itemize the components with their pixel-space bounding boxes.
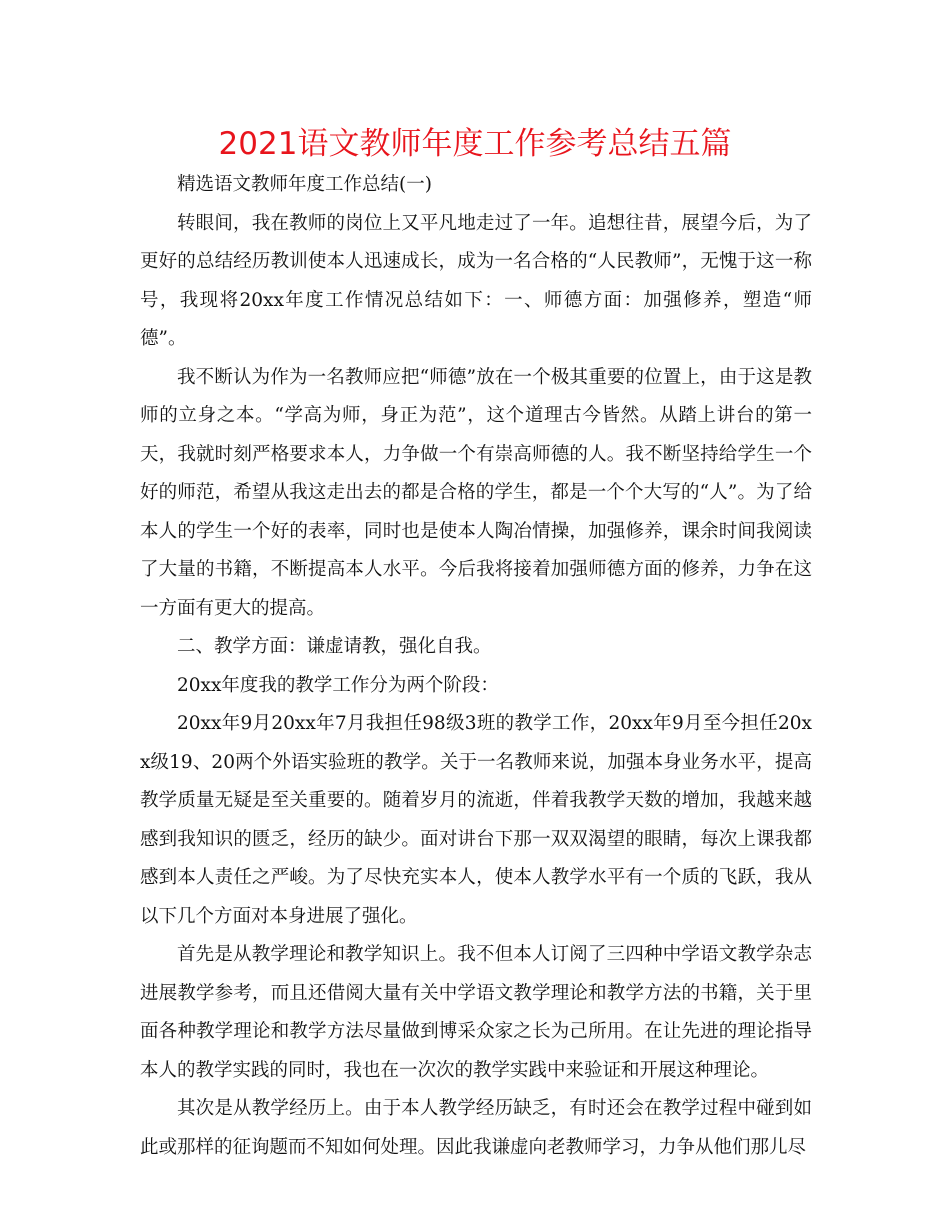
paragraph-classes: 20xx年9月20xx年7月我担任98级3班的教学工作，20xx年9月至今担任20xx级19、20两个外语实验班的教学。关于一名教师来说，加强本身业务水平，提高教学质量无疑是至关重要的。随着岁月的流逝，伴着我教学天数的增加，我越来越感到我知识的匮乏，经历的缺少。面对讲台下那一双双渴望的眼睛，每次上课我都感到本人责任之严峻。为了尽快充实本人，使本人教学水平有一个质的飞跃，我从以下几个方面对本身进展了强化。 [140, 713, 812, 927]
section-heading-1: 精选语文教师年度工作总结(一) [177, 174, 432, 195]
paragraph-stages: 20xx年度我的教学工作分为两个阶段： [177, 674, 499, 696]
document-title: 2021语文教师年度工作参考总结五篇 [218, 126, 732, 162]
paragraph-intro: 转眼间，我在教师的岗位上又平凡地走过了一年。追想往昔，展望今后，为了更好的总结经历教训使本人迅速成长，成为一名合格的“人民教师”，无愧于这一称号，我现将20xx年度工作情况总结如下：一、师德方面：加强修养，塑造“师德”。 [140, 212, 812, 349]
section-heading-teaching: 二、教学方面：谦虚请教，强化自我。 [177, 636, 492, 657]
document-body [140, 166, 812, 1167]
paragraph-experience: 其次是从教学经历上。由于本人教学经历缺乏，有时还会在教学过程中碰到如此或那样的征询题而不知如何处理。因此我谦虚向老教师学习，力争从他们那儿尽 [140, 1098, 812, 1158]
paragraph-ethics: 我不断认为作为一名教师应把“师德”放在一个极其重要的位置上，由于这是教师的立身之本。“学高为师，身正为范”，这个道理古今皆然。从踏上讲台的第一天，我就时刻严格要求本人，力争做一个有崇高师德的人。我不断坚持给学生一个好的师范，希望从我这走出去的都是合格的学生，都是一个个大写的“人”。为了给本人的学生一个好的表率，同时也是使本人陶冶情操，加强修养，课余时间我阅读了大量的书籍，不断提高本人水平。今后我将接着加强师德方面的修养，力争在这一方面有更大的提高。 [140, 366, 812, 619]
paragraph-theory: 首先是从教学理论和教学知识上。我不但本人订阅了三四种中学语文教学杂志进展教学参考，而且还借阅大量有关中学语文教学理论和教学方法的书籍，关于里面各种教学理论和教学方法尽量做到博采众家之长为己所用。在让先进的理论指导本人的教学实践的同时，我也在一次次的教学实践中来验证和开展这种理论。 [140, 944, 812, 1081]
